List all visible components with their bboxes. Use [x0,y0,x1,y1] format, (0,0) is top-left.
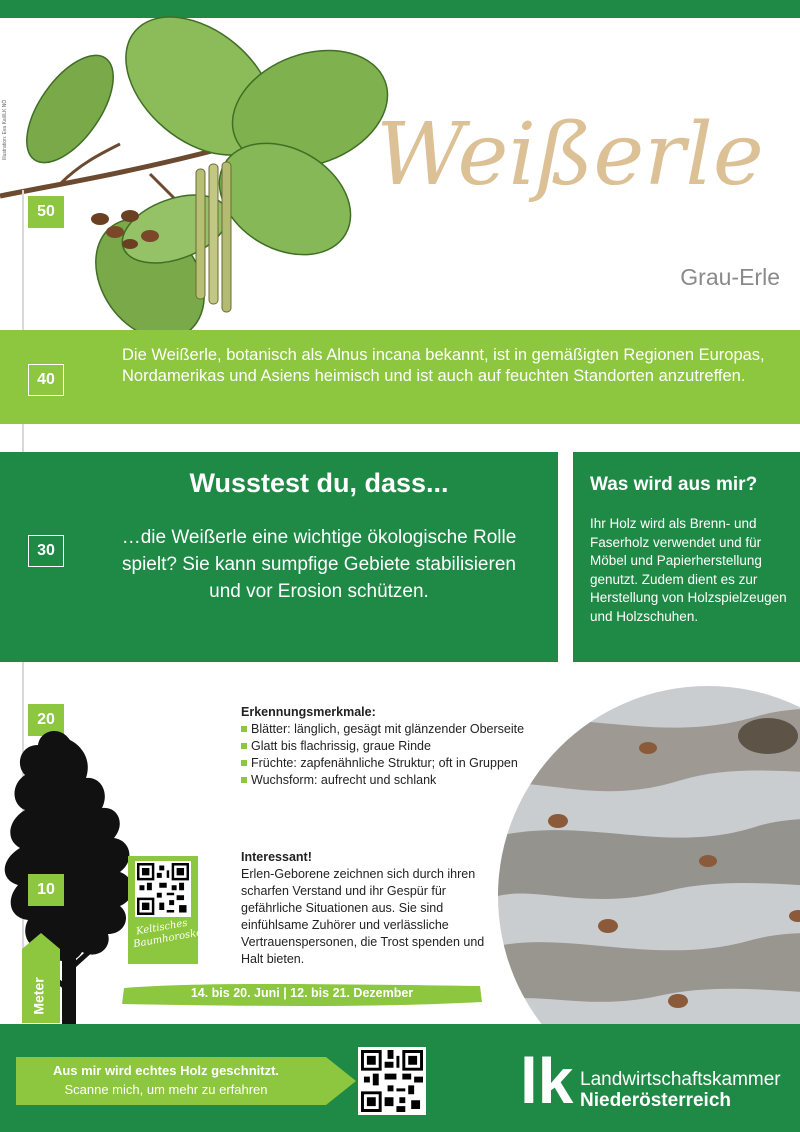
what-becomes-text: Ihr Holz wird als Brenn- und Faserholz verwendet und für Möbel und Papierherstellung genutzt. Zudem dient es zur Herstellung von Holzspielzeugen und Holzschuhen. [590,516,787,624]
did-you-know-heading: Wusstest du, dass... [189,468,449,498]
cta-line-1: Aus mir wird echtes Holz geschnitzt. [52,1063,280,1078]
cta-banner [16,1057,356,1105]
svg-text:Weißerle: Weißerle [376,105,764,205]
interesting-block [241,849,491,968]
qr-code-icon[interactable] [135,861,191,917]
cta-line-2: Scanne mich, um mehr zu erfahren [64,1082,268,1097]
lk-logo-icon [520,1047,578,1109]
meter-label: Meter [30,977,47,1015]
what-becomes-heading: Was wird aus mir? [590,474,758,495]
ruler-mark-50: 50 [28,196,64,228]
subtitle: Grau-Erle [680,264,780,290]
illustration-credit: Illustration: Eva Kail/LK NÖ [2,99,8,160]
did-you-know-panel [0,452,558,662]
features-list [241,721,541,789]
features-block [241,704,541,789]
page-title [360,88,780,218]
list-item: Glatt bis flachrissig, graue Rinde [241,738,541,755]
ruler-mark-40: 40 [28,364,64,396]
list-item: Blätter: länglich, gesägt mit glänzender Oberseite [241,721,541,738]
list-item: Wuchsform: aufrecht und schlank [241,772,541,789]
footer [0,1024,800,1132]
interesting-heading: Interessant! [241,850,312,864]
interesting-text: Erlen-Geborene zeichnen sich durch ihren scharfen Verstand und ihr Gespür für gefährliche Situationen aus. Sie sind einfühlsame Zuhörer und verlässliche Vertrauenspersonen, die Trost spenden und Halt bieten. [241,867,485,966]
org-name-line-2: Niederösterreich [580,1090,732,1111]
horoscope-label: Keltisches Baumhoroskop [132,917,210,951]
ruler-mark-10: 10 [28,874,64,906]
org-name-line-1: Landwirtschaftskammer [580,1069,781,1090]
did-you-know-text: …die Weißerle eine wichtige ökologische Rolle spielt? Sie kann sumpfige Gebiete stabilisieren und vor Erosion schützen. [121,527,517,602]
what-becomes-panel [573,452,800,662]
horoscope-dates: 14. bis 20. Juni | 12. bis 21. Dezember [190,986,414,1000]
features-heading: Erkennungsmerkmale: [241,705,376,719]
ruler-mark-30: 30 [28,535,64,567]
ruler-mark-20: 20 [28,704,64,736]
qr-code-icon[interactable] [358,1047,426,1115]
horoscope-card[interactable] [128,856,210,964]
svg-text:lk: lk [520,1047,574,1109]
intro-text: Die Weißerle, botanisch als Alnus incana bekannt, ist in gemäßigten Regionen Europas, Nordamerikas und Asiens heimisch und ist auch auf feuchten Standorten anzutreffen. [122,346,765,385]
list-item: Früchte: zapfenähnliche Struktur; oft in Gruppen [241,755,541,772]
